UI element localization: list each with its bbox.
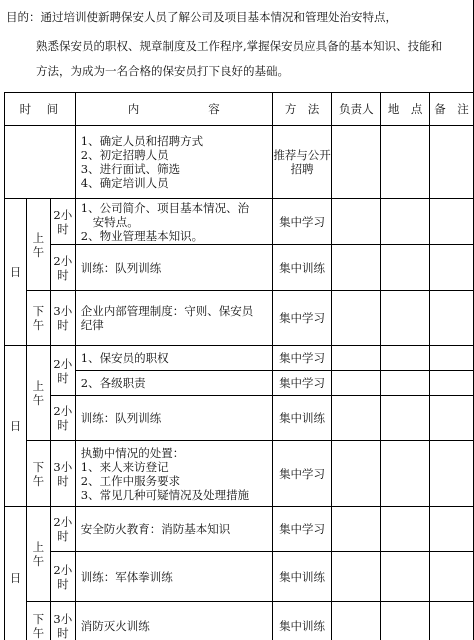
day2-r3-content: 训练：队列训练 — [75, 396, 272, 441]
day3-r2-method: 集中训练 — [272, 552, 332, 602]
recruit-item: 1、确定人员和招聘方式 — [80, 134, 204, 148]
owner-cell — [332, 245, 381, 291]
day1-morning-label: 上午 — [26, 199, 50, 291]
day2-r2-content: 2、各级职责 — [75, 371, 272, 396]
header-owner: 负责人 — [332, 93, 381, 126]
day1-r3-content — [75, 291, 272, 346]
notes-cell — [430, 441, 474, 507]
recruit-content — [75, 126, 272, 199]
day2-afternoon-label: 下午 — [26, 441, 50, 507]
owner-cell — [332, 126, 381, 199]
header-location: 地 点 — [381, 93, 430, 126]
day3-r3-method: 集中训练 — [272, 602, 332, 640]
header-content: 内 容 — [75, 93, 272, 126]
day3-r3-duration: 3小时 — [50, 602, 75, 640]
day1-afternoon-label: 下午 — [26, 291, 50, 346]
content-line: 纪律 — [80, 318, 104, 332]
recruit-item: 3、进行面试、筛选 — [80, 162, 181, 176]
owner-cell — [332, 441, 381, 507]
day3-day-label: 日 — [5, 507, 27, 640]
location-cell — [381, 441, 430, 507]
header-method: 方 法 — [272, 93, 332, 126]
day2-morning-label: 上午 — [26, 346, 50, 441]
notes-cell — [430, 245, 474, 291]
purpose-block — [4, 0, 474, 92]
location-cell — [381, 126, 430, 199]
owner-cell — [332, 371, 381, 396]
day2-r1-content: 1、保安员的职权 — [75, 346, 272, 371]
notes-cell — [430, 199, 474, 245]
location-cell — [381, 396, 430, 441]
content-line: 安特点。 — [92, 214, 139, 229]
owner-cell — [332, 602, 381, 640]
content-line: 企业内部管理制度：守则、保安员 — [80, 304, 254, 318]
notes-cell — [430, 371, 474, 396]
day3-row-3 — [5, 602, 474, 640]
purpose-line-3: 方法，为成为一名合格的保安员打下良好的基础。 — [36, 64, 289, 78]
header-notes: 备 注 — [430, 93, 474, 126]
day1-row-1 — [5, 199, 474, 245]
notes-cell — [430, 126, 474, 199]
day1-r3-method: 集中学习 — [272, 291, 332, 346]
day2-row-3 — [5, 396, 474, 441]
location-cell — [381, 602, 430, 640]
purpose-line-2: 熟悉保安员的职权、规章制度及工作程序,掌握保安员应具备的基本知识、技能和 — [36, 39, 443, 53]
day3-r2-content: 训练：军体拳训练 — [75, 552, 272, 602]
day1-day-label: 日 — [5, 199, 27, 346]
location-cell — [381, 199, 430, 245]
location-cell — [381, 346, 430, 371]
schedule-table — [4, 92, 474, 640]
owner-cell — [332, 396, 381, 441]
content-line: 2、物业管理基本知识。 — [80, 228, 204, 243]
day1-r2-method: 集中训练 — [272, 245, 332, 291]
day2-row-2 — [5, 371, 474, 396]
recruit-time-cell — [5, 126, 76, 199]
content-line: 2、工作中服务要求 — [80, 473, 181, 488]
day2-r4-content — [75, 441, 272, 507]
day1-r1-duration: 2小时 — [50, 199, 75, 245]
day1-r2-content: 训练：队列训练 — [75, 245, 272, 291]
owner-cell — [332, 552, 381, 602]
content-line: 执勤中情况的处置： — [80, 445, 185, 460]
day3-r1-method: 集中学习 — [272, 507, 332, 552]
day2-r1-duration: 2小时 — [50, 346, 75, 396]
location-cell — [381, 371, 430, 396]
day2-r2-method: 集中学习 — [272, 371, 332, 396]
day1-r1-content — [75, 199, 272, 245]
header-row — [5, 93, 474, 126]
recruit-row — [5, 126, 474, 199]
day2-r1-method: 集中学习 — [272, 346, 332, 371]
notes-cell — [430, 291, 474, 346]
recruit-item: 2、初定招聘人员 — [80, 148, 169, 162]
location-cell — [381, 507, 430, 552]
header-time: 时 间 — [5, 93, 76, 126]
day3-row-2 — [5, 552, 474, 602]
day3-r3-content: 消防灭火训练 — [75, 602, 272, 640]
day2-row-1 — [5, 346, 474, 371]
day2-r4-method: 集中学习 — [272, 441, 332, 507]
owner-cell — [332, 507, 381, 552]
day2-r3-method: 集中训练 — [272, 396, 332, 441]
owner-cell — [332, 346, 381, 371]
day2-day-label: 日 — [5, 346, 27, 507]
content-line: 1、公司简介、项目基本情况、治 — [80, 200, 250, 215]
day3-row-1 — [5, 507, 474, 552]
day3-afternoon-label: 下午 — [26, 602, 50, 640]
day1-row-2 — [5, 245, 474, 291]
day2-row-4 — [5, 441, 474, 507]
recruit-item: 4、确定培训人员 — [80, 176, 169, 190]
location-cell — [381, 245, 430, 291]
day1-r2-duration: 2小时 — [50, 245, 75, 291]
day3-r1-content: 安全防火教育：消防基本知识 — [75, 507, 272, 552]
day3-r2-duration: 2小时 — [50, 552, 75, 602]
day1-row-3 — [5, 291, 474, 346]
day3-r1-duration: 2小时 — [50, 507, 75, 552]
recruit-method: 推荐与公开招聘 — [272, 126, 332, 199]
location-cell — [381, 552, 430, 602]
location-cell — [381, 291, 430, 346]
content-line: 1、来人来访登记 — [80, 459, 169, 474]
notes-cell — [430, 552, 474, 602]
day3-morning-label: 上午 — [26, 507, 50, 602]
content-line: 3、常见几种可疑情况及处理措施 — [80, 487, 250, 502]
purpose-line-1: 目的：通过培训使新聘保安人员了解公司及项目基本情况和管理处治安特点， — [6, 10, 397, 24]
owner-cell — [332, 291, 381, 346]
day1-r3-duration: 3小时 — [50, 291, 75, 346]
day2-r4-duration: 3小时 — [50, 441, 75, 507]
day1-r1-method: 集中学习 — [272, 199, 332, 245]
day2-r3-duration: 2小时 — [50, 396, 75, 441]
notes-cell — [430, 346, 474, 371]
owner-cell — [332, 199, 381, 245]
notes-cell — [430, 396, 474, 441]
notes-cell — [430, 507, 474, 552]
notes-cell — [430, 602, 474, 640]
